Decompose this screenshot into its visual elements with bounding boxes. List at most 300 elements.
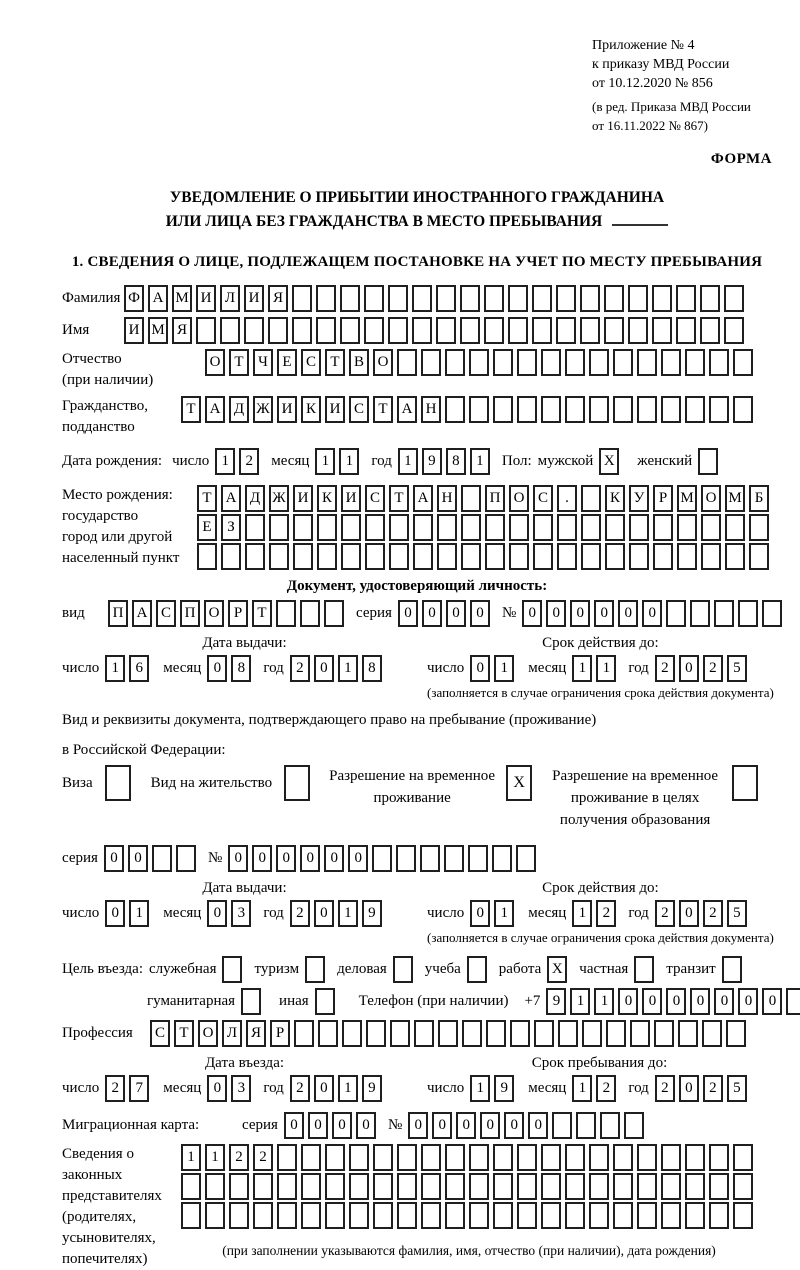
birth-place-cell[interactable] xyxy=(317,514,337,541)
residence-issue-cell[interactable]: 9 xyxy=(362,900,382,927)
residence-series-cell[interactable] xyxy=(152,845,172,872)
representatives-cell[interactable] xyxy=(589,1202,609,1229)
citizenship-cell[interactable]: А xyxy=(205,396,225,423)
birth-place-cell[interactable] xyxy=(533,514,553,541)
birth-place-cell[interactable] xyxy=(557,514,577,541)
representatives-cell[interactable] xyxy=(613,1202,633,1229)
name-cell[interactable] xyxy=(388,317,408,344)
residence-valid-cell[interactable]: 1 xyxy=(494,900,514,927)
migration-series-cell[interactable]: 0 xyxy=(332,1112,352,1139)
birth-place-cell[interactable] xyxy=(581,485,601,512)
birth-place-cell[interactable]: И xyxy=(341,485,361,512)
representatives-cell[interactable] xyxy=(733,1202,753,1229)
representatives-cell[interactable] xyxy=(637,1144,657,1171)
representatives-cell[interactable] xyxy=(277,1202,297,1229)
citizenship-cell[interactable] xyxy=(637,396,657,423)
birth-place-cell[interactable] xyxy=(461,543,481,570)
citizenship-cell[interactable]: Н xyxy=(421,396,441,423)
doc-issue-cell[interactable]: 0 xyxy=(207,655,227,682)
name-cell[interactable] xyxy=(316,317,336,344)
doc-number-cell[interactable] xyxy=(666,600,686,627)
patronymic-cell[interactable] xyxy=(421,349,441,376)
name-cell[interactable] xyxy=(556,317,576,344)
name-cell[interactable] xyxy=(676,317,696,344)
phone-cell[interactable]: 0 xyxy=(690,988,710,1015)
entry-date-cell[interactable]: 2 xyxy=(290,1075,310,1102)
purpose-tourism-checkbox[interactable] xyxy=(305,956,325,983)
surname-cell[interactable] xyxy=(652,285,672,312)
purpose-transit-checkbox[interactable] xyxy=(722,956,742,983)
surname-cell[interactable] xyxy=(292,285,312,312)
representatives-cell[interactable] xyxy=(373,1144,393,1171)
birth-place-cell[interactable] xyxy=(677,514,697,541)
birth-place-cell[interactable]: . xyxy=(557,485,577,512)
patronymic-cell[interactable] xyxy=(517,349,537,376)
surname-cell[interactable] xyxy=(388,285,408,312)
representatives-cell[interactable] xyxy=(229,1173,249,1200)
birth-year-cell[interactable]: 1 xyxy=(470,448,490,475)
doc-number-cell[interactable]: 0 xyxy=(522,600,542,627)
birth-month-cell[interactable]: 1 xyxy=(315,448,335,475)
name-cell[interactable] xyxy=(580,317,600,344)
residence-number-cell[interactable] xyxy=(372,845,392,872)
representatives-cell[interactable] xyxy=(373,1173,393,1200)
birth-place-cell[interactable]: Т xyxy=(197,485,217,512)
profession-cell[interactable] xyxy=(438,1020,458,1047)
representatives-cell[interactable] xyxy=(661,1173,681,1200)
name-cell[interactable]: И xyxy=(124,317,144,344)
birth-place-cell[interactable] xyxy=(269,514,289,541)
surname-cell[interactable] xyxy=(484,285,504,312)
stay-until-cell[interactable]: 2 xyxy=(655,1075,675,1102)
citizenship-cell[interactable] xyxy=(685,396,705,423)
purpose-official-checkbox[interactable] xyxy=(222,956,242,983)
doc-kind-cell[interactable]: О xyxy=(204,600,224,627)
stay-until-cell[interactable]: 9 xyxy=(494,1075,514,1102)
birth-year-cell[interactable]: 1 xyxy=(398,448,418,475)
residence-issue-cell[interactable]: 3 xyxy=(231,900,251,927)
residence-series-cell[interactable] xyxy=(176,845,196,872)
phone-cell[interactable]: 0 xyxy=(666,988,686,1015)
birth-day-cell[interactable]: 1 xyxy=(215,448,235,475)
patronymic-cell[interactable] xyxy=(565,349,585,376)
patronymic-cell[interactable] xyxy=(469,349,489,376)
profession-cell[interactable] xyxy=(654,1020,674,1047)
residence-number-cell[interactable] xyxy=(492,845,512,872)
name-cell[interactable] xyxy=(436,317,456,344)
representatives-cell[interactable] xyxy=(325,1173,345,1200)
residence-number-cell[interactable]: 0 xyxy=(276,845,296,872)
profession-cell[interactable] xyxy=(510,1020,530,1047)
patronymic-cell[interactable]: О xyxy=(373,349,393,376)
residence-number-cell[interactable]: 0 xyxy=(228,845,248,872)
profession-cell[interactable]: Я xyxy=(246,1020,266,1047)
doc-valid-cell[interactable]: 2 xyxy=(655,655,675,682)
representatives-cell[interactable]: 2 xyxy=(253,1144,273,1171)
name-cell[interactable] xyxy=(700,317,720,344)
representatives-cell[interactable] xyxy=(589,1144,609,1171)
birth-place-cell[interactable]: А xyxy=(413,485,433,512)
patronymic-cell[interactable] xyxy=(637,349,657,376)
birth-place-cell[interactable] xyxy=(749,514,769,541)
profession-cell[interactable]: Р xyxy=(270,1020,290,1047)
representatives-cell[interactable] xyxy=(685,1202,705,1229)
representatives-cell[interactable]: 1 xyxy=(205,1144,225,1171)
representatives-cell[interactable] xyxy=(205,1173,225,1200)
stay-until-cell[interactable]: 0 xyxy=(679,1075,699,1102)
residence-number-cell[interactable]: 0 xyxy=(348,845,368,872)
entry-date-cell[interactable]: 1 xyxy=(338,1075,358,1102)
migration-number-cell[interactable]: 0 xyxy=(528,1112,548,1139)
patronymic-cell[interactable]: Т xyxy=(229,349,249,376)
surname-cell[interactable] xyxy=(508,285,528,312)
citizenship-cell[interactable] xyxy=(613,396,633,423)
purpose-work-checkbox[interactable]: X xyxy=(547,956,567,983)
citizenship-cell[interactable] xyxy=(709,396,729,423)
name-cell[interactable] xyxy=(628,317,648,344)
residence-number-cell[interactable]: 0 xyxy=(252,845,272,872)
representatives-cell[interactable] xyxy=(637,1173,657,1200)
representatives-cell[interactable] xyxy=(637,1202,657,1229)
representatives-cell[interactable] xyxy=(685,1173,705,1200)
stay-until-cell[interactable]: 2 xyxy=(596,1075,616,1102)
entry-date-cell[interactable]: 0 xyxy=(314,1075,334,1102)
patronymic-cell[interactable] xyxy=(733,349,753,376)
surname-cell[interactable]: А xyxy=(148,285,168,312)
migration-series-cell[interactable]: 0 xyxy=(308,1112,328,1139)
surname-cell[interactable] xyxy=(724,285,744,312)
residence-number-cell[interactable] xyxy=(516,845,536,872)
birth-place-cell[interactable] xyxy=(581,543,601,570)
birth-place-cell[interactable]: А xyxy=(221,485,241,512)
citizenship-cell[interactable] xyxy=(445,396,465,423)
residence-issue-cell[interactable]: 0 xyxy=(207,900,227,927)
representatives-cell[interactable] xyxy=(493,1173,513,1200)
doc-valid-cell[interactable]: 0 xyxy=(679,655,699,682)
name-cell[interactable] xyxy=(268,317,288,344)
birth-place-cell[interactable]: К xyxy=(317,485,337,512)
doc-issue-cell[interactable]: 0 xyxy=(314,655,334,682)
representatives-cell[interactable] xyxy=(445,1202,465,1229)
doc-kind-cell[interactable]: П xyxy=(180,600,200,627)
name-cell[interactable] xyxy=(340,317,360,344)
doc-series-cell[interactable]: 0 xyxy=(446,600,466,627)
profession-cell[interactable] xyxy=(630,1020,650,1047)
profession-cell[interactable] xyxy=(294,1020,314,1047)
surname-cell[interactable] xyxy=(700,285,720,312)
residence-issue-cell[interactable]: 2 xyxy=(290,900,310,927)
temp-residence-checkbox[interactable]: X xyxy=(506,765,532,801)
patronymic-cell[interactable] xyxy=(613,349,633,376)
citizenship-cell[interactable] xyxy=(733,396,753,423)
profession-cell[interactable] xyxy=(582,1020,602,1047)
phone-cell[interactable]: 0 xyxy=(762,988,782,1015)
birth-month-cell[interactable]: 1 xyxy=(339,448,359,475)
citizenship-cell[interactable]: Т xyxy=(181,396,201,423)
birth-place-cell[interactable]: М xyxy=(725,485,745,512)
name-cell[interactable] xyxy=(604,317,624,344)
profession-cell[interactable] xyxy=(486,1020,506,1047)
representatives-cell[interactable] xyxy=(661,1202,681,1229)
representatives-cell[interactable] xyxy=(613,1144,633,1171)
doc-series-cell[interactable]: 0 xyxy=(470,600,490,627)
migration-number-cell[interactable] xyxy=(600,1112,620,1139)
representatives-cell[interactable] xyxy=(397,1202,417,1229)
profession-cell[interactable] xyxy=(342,1020,362,1047)
profession-cell[interactable]: Т xyxy=(174,1020,194,1047)
phone-cell[interactable]: 9 xyxy=(546,988,566,1015)
doc-valid-cell[interactable]: 2 xyxy=(703,655,723,682)
name-cell[interactable] xyxy=(220,317,240,344)
citizenship-cell[interactable] xyxy=(589,396,609,423)
stay-until-cell[interactable]: 2 xyxy=(703,1075,723,1102)
representatives-cell[interactable] xyxy=(709,1173,729,1200)
birth-place-cell[interactable]: С xyxy=(533,485,553,512)
profession-cell[interactable] xyxy=(726,1020,746,1047)
profession-cell[interactable] xyxy=(606,1020,626,1047)
birth-place-cell[interactable] xyxy=(485,514,505,541)
stay-until-cell[interactable]: 1 xyxy=(470,1075,490,1102)
profession-cell[interactable]: Л xyxy=(222,1020,242,1047)
migration-number-cell[interactable]: 0 xyxy=(504,1112,524,1139)
residence-number-cell[interactable] xyxy=(444,845,464,872)
birth-place-cell[interactable]: К xyxy=(605,485,625,512)
birth-place-cell[interactable] xyxy=(509,543,529,570)
birth-place-cell[interactable]: П xyxy=(485,485,505,512)
migration-number-cell[interactable]: 0 xyxy=(408,1112,428,1139)
birth-place-cell[interactable] xyxy=(197,543,217,570)
patronymic-cell[interactable] xyxy=(493,349,513,376)
name-cell[interactable] xyxy=(196,317,216,344)
surname-cell[interactable]: Я xyxy=(268,285,288,312)
surname-cell[interactable] xyxy=(364,285,384,312)
representatives-cell[interactable] xyxy=(397,1173,417,1200)
representatives-cell[interactable] xyxy=(469,1173,489,1200)
representatives-cell[interactable] xyxy=(493,1144,513,1171)
birth-place-cell[interactable] xyxy=(317,543,337,570)
birth-place-cell[interactable]: О xyxy=(509,485,529,512)
representatives-cell[interactable] xyxy=(493,1202,513,1229)
birth-place-cell[interactable] xyxy=(341,514,361,541)
residence-number-cell[interactable]: 0 xyxy=(300,845,320,872)
citizenship-cell[interactable] xyxy=(661,396,681,423)
birth-place-cell[interactable] xyxy=(293,543,313,570)
birth-place-cell[interactable]: С xyxy=(365,485,385,512)
birth-place-cell[interactable] xyxy=(413,543,433,570)
birth-place-cell[interactable] xyxy=(749,543,769,570)
name-cell[interactable] xyxy=(412,317,432,344)
representatives-cell[interactable] xyxy=(589,1173,609,1200)
citizenship-cell[interactable]: И xyxy=(325,396,345,423)
name-cell[interactable] xyxy=(652,317,672,344)
representatives-cell[interactable] xyxy=(229,1202,249,1229)
entry-date-cell[interactable]: 2 xyxy=(105,1075,125,1102)
residence-series-cell[interactable]: 0 xyxy=(104,845,124,872)
surname-cell[interactable]: И xyxy=(244,285,264,312)
doc-valid-cell[interactable]: 1 xyxy=(494,655,514,682)
patronymic-cell[interactable]: Е xyxy=(277,349,297,376)
representatives-cell[interactable] xyxy=(517,1173,537,1200)
citizenship-cell[interactable] xyxy=(493,396,513,423)
citizenship-cell[interactable]: К xyxy=(301,396,321,423)
residence-number-cell[interactable] xyxy=(396,845,416,872)
birth-place-cell[interactable] xyxy=(629,514,649,541)
birth-place-cell[interactable]: Д xyxy=(245,485,265,512)
surname-cell[interactable]: И xyxy=(196,285,216,312)
birth-place-cell[interactable] xyxy=(653,514,673,541)
representatives-cell[interactable] xyxy=(541,1202,561,1229)
representatives-cell[interactable]: 1 xyxy=(181,1144,201,1171)
birth-place-cell[interactable] xyxy=(245,543,265,570)
birth-place-cell[interactable] xyxy=(461,485,481,512)
residence-issue-cell[interactable]: 1 xyxy=(338,900,358,927)
birth-place-cell[interactable] xyxy=(413,514,433,541)
birth-place-cell[interactable] xyxy=(437,543,457,570)
birth-place-cell[interactable]: Т xyxy=(389,485,409,512)
name-cell[interactable] xyxy=(292,317,312,344)
representatives-cell[interactable] xyxy=(517,1144,537,1171)
name-cell[interactable] xyxy=(460,317,480,344)
name-cell[interactable] xyxy=(724,317,744,344)
birth-place-cell[interactable]: У xyxy=(629,485,649,512)
patronymic-cell[interactable] xyxy=(709,349,729,376)
migration-number-cell[interactable] xyxy=(552,1112,572,1139)
doc-number-cell[interactable]: 0 xyxy=(570,600,590,627)
representatives-cell[interactable] xyxy=(613,1173,633,1200)
birth-day-cell[interactable]: 2 xyxy=(239,448,259,475)
citizenship-cell[interactable] xyxy=(469,396,489,423)
temp-residence-edu-checkbox[interactable] xyxy=(732,765,758,801)
name-cell[interactable] xyxy=(244,317,264,344)
profession-cell[interactable] xyxy=(702,1020,722,1047)
doc-series-cell[interactable]: 0 xyxy=(422,600,442,627)
birth-place-cell[interactable] xyxy=(509,514,529,541)
doc-series-cell[interactable]: 0 xyxy=(398,600,418,627)
representatives-cell[interactable] xyxy=(709,1144,729,1171)
citizenship-cell[interactable]: Т xyxy=(373,396,393,423)
visa-checkbox[interactable] xyxy=(105,765,131,801)
representatives-cell[interactable] xyxy=(301,1202,321,1229)
doc-issue-cell[interactable]: 8 xyxy=(231,655,251,682)
birth-year-cell[interactable]: 8 xyxy=(446,448,466,475)
citizenship-cell[interactable] xyxy=(565,396,585,423)
residence-issue-cell[interactable]: 1 xyxy=(129,900,149,927)
birth-place-cell[interactable] xyxy=(341,543,361,570)
citizenship-cell[interactable]: Ж xyxy=(253,396,273,423)
birth-place-cell[interactable] xyxy=(629,543,649,570)
doc-issue-cell[interactable]: 6 xyxy=(129,655,149,682)
entry-date-cell[interactable]: 9 xyxy=(362,1075,382,1102)
purpose-humanitarian-checkbox[interactable] xyxy=(241,988,261,1015)
doc-number-cell[interactable] xyxy=(714,600,734,627)
doc-number-cell[interactable]: 0 xyxy=(618,600,638,627)
citizenship-cell[interactable]: А xyxy=(397,396,417,423)
representatives-cell[interactable] xyxy=(373,1202,393,1229)
representatives-cell[interactable] xyxy=(325,1202,345,1229)
purpose-other-checkbox[interactable] xyxy=(315,988,335,1015)
doc-valid-cell[interactable]: 5 xyxy=(727,655,747,682)
representatives-cell[interactable] xyxy=(445,1144,465,1171)
patronymic-cell[interactable] xyxy=(589,349,609,376)
doc-issue-cell[interactable]: 2 xyxy=(290,655,310,682)
birth-place-cell[interactable] xyxy=(677,543,697,570)
representatives-cell[interactable] xyxy=(301,1173,321,1200)
representatives-cell[interactable] xyxy=(421,1202,441,1229)
birth-year-cell[interactable]: 9 xyxy=(422,448,442,475)
doc-kind-cell[interactable]: П xyxy=(108,600,128,627)
doc-number-cell[interactable]: 0 xyxy=(642,600,662,627)
birth-place-cell[interactable] xyxy=(437,514,457,541)
surname-cell[interactable] xyxy=(340,285,360,312)
birth-place-cell[interactable] xyxy=(701,543,721,570)
patronymic-cell[interactable]: В xyxy=(349,349,369,376)
name-cell[interactable] xyxy=(508,317,528,344)
purpose-study-checkbox[interactable] xyxy=(467,956,487,983)
residence-valid-cell[interactable]: 0 xyxy=(470,900,490,927)
patronymic-cell[interactable] xyxy=(541,349,561,376)
citizenship-cell[interactable]: С xyxy=(349,396,369,423)
birth-place-cell[interactable] xyxy=(365,543,385,570)
birth-place-cell[interactable] xyxy=(269,543,289,570)
representatives-cell[interactable] xyxy=(565,1202,585,1229)
profession-cell[interactable] xyxy=(558,1020,578,1047)
surname-cell[interactable] xyxy=(460,285,480,312)
migration-series-cell[interactable]: 0 xyxy=(356,1112,376,1139)
birth-place-cell[interactable]: Е xyxy=(197,514,217,541)
name-cell[interactable]: Я xyxy=(172,317,192,344)
phone-cell[interactable]: 1 xyxy=(594,988,614,1015)
surname-cell[interactable] xyxy=(532,285,552,312)
doc-valid-cell[interactable]: 1 xyxy=(596,655,616,682)
residence-number-cell[interactable] xyxy=(420,845,440,872)
patronymic-cell[interactable] xyxy=(661,349,681,376)
purpose-business-checkbox[interactable] xyxy=(393,956,413,983)
surname-cell[interactable] xyxy=(676,285,696,312)
citizenship-cell[interactable]: Д xyxy=(229,396,249,423)
representatives-cell[interactable] xyxy=(205,1202,225,1229)
doc-issue-cell[interactable]: 1 xyxy=(338,655,358,682)
profession-cell[interactable] xyxy=(318,1020,338,1047)
doc-number-cell[interactable] xyxy=(762,600,782,627)
profession-cell[interactable] xyxy=(414,1020,434,1047)
male-checkbox[interactable]: X xyxy=(599,448,619,475)
surname-cell[interactable] xyxy=(604,285,624,312)
birth-place-cell[interactable]: Ж xyxy=(269,485,289,512)
surname-cell[interactable]: Ф xyxy=(124,285,144,312)
birth-place-cell[interactable]: Б xyxy=(749,485,769,512)
name-cell[interactable] xyxy=(484,317,504,344)
surname-cell[interactable] xyxy=(412,285,432,312)
patronymic-cell[interactable] xyxy=(397,349,417,376)
patronymic-cell[interactable]: О xyxy=(205,349,225,376)
migration-number-cell[interactable] xyxy=(624,1112,644,1139)
representatives-cell[interactable] xyxy=(469,1144,489,1171)
representatives-cell[interactable] xyxy=(253,1173,273,1200)
representatives-cell[interactable] xyxy=(349,1144,369,1171)
birth-place-cell[interactable] xyxy=(653,543,673,570)
birth-place-cell[interactable] xyxy=(389,543,409,570)
surname-cell[interactable] xyxy=(556,285,576,312)
representatives-cell[interactable] xyxy=(445,1173,465,1200)
representatives-cell[interactable] xyxy=(301,1144,321,1171)
residence-valid-cell[interactable]: 2 xyxy=(596,900,616,927)
doc-kind-cell[interactable]: С xyxy=(156,600,176,627)
residence-issue-cell[interactable]: 0 xyxy=(105,900,125,927)
birth-place-cell[interactable] xyxy=(725,543,745,570)
birth-place-cell[interactable] xyxy=(725,514,745,541)
birth-place-cell[interactable]: М xyxy=(677,485,697,512)
phone-cell[interactable] xyxy=(786,988,800,1015)
